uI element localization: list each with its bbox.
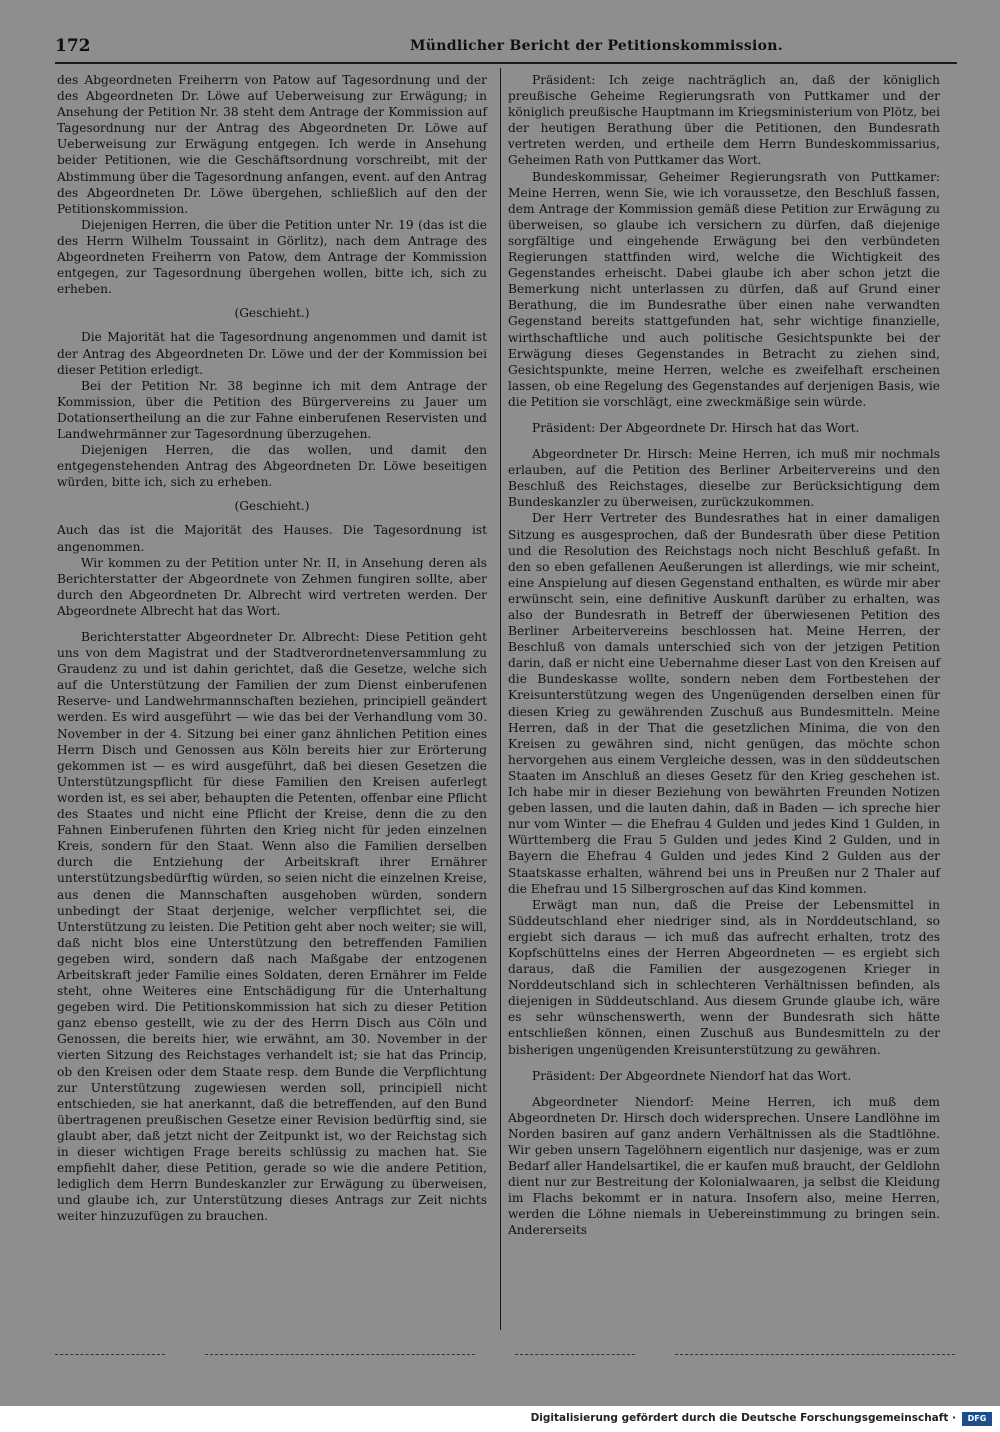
paragraph: Diejenigen Herren, die das wollen, und damit den entgegenstehenden Antrag des Abgeordneten Dr. Löwe beseitigen würden, bitte ich, sich zu erheben. <box>57 443 487 490</box>
stage-direction: (Geschieht.) <box>234 306 310 321</box>
page-number: 172 <box>55 36 91 56</box>
dfg-logo: DFG <box>962 1412 992 1426</box>
paragraph-gap <box>57 619 487 629</box>
paragraph-gap <box>508 410 940 420</box>
page-header <box>55 36 955 60</box>
paragraph: Abgeordneter Dr. Hirsch: Meine Herren, ich muß mir nochmals erlauben, auf die Petition des Berliner Arbeitervereins und den Beschluß des Reichstages, dieselbe zur Berücksichtigung dem Bundeskanzler zu überweisen, zurückzukommen. <box>508 447 940 510</box>
running-head: Mündlicher Bericht der Petitionskommission. <box>410 38 783 54</box>
paragraph: Wir kommen zu der Petition unter Nr. II, in Ansehung deren als Berichterstatter der Abgeordnete von Zehmen fungiren sollte, aber durch den Abgeordneten Dr. Albrecht wird vertreten werden. Der Abgeordnete Albrecht hat das Wort. <box>57 555 487 618</box>
paragraph: Erwägt man nun, daß die Preise der Lebensmittel in Süddeutschland eher niedriger sind, als in Norddeutschland, so ergiebt sich daraus — ich muß das aufrecht erhalten, trotz des Kopfschüttelns eines der Herren Abgeordneten — es ergiebt sich daraus, daß die Familien der ausgezogenen Krieger in Norddeutschland sich in schlechteren Verhältnissen befinden, als diejenigen in Süddeutschland. Aus diesem Grunde glaube ich, wäre es sehr wünschenswerth, wenn der Bundesrath sich hätte entschließen können, einen Zuschuß aus Bundesmitteln zu der bisherigen ungenügenden Kreisunterstützung zu gewähren. <box>508 897 940 1057</box>
paragraph-gap <box>508 1058 940 1068</box>
column-divider <box>500 68 501 1330</box>
stage-direction: (Geschieht.) <box>234 499 310 514</box>
footer-dash <box>55 1354 165 1355</box>
paragraph: Diejenigen Herren, die über die Petition unter Nr. 19 (das ist die des Herrn Wilhelm Toussaint in Görlitz), nach dem Antrage des Abgeordneten Freiherrn von Patow, dem Antrage der Kommission entgegen, zur Tagesordnung übergehen wollen, bitte ich, sich zu erheben. <box>57 217 487 297</box>
footer-dash <box>515 1354 635 1355</box>
left-column <box>57 72 487 1224</box>
paragraph-gap <box>508 436 940 446</box>
paragraph: Präsident: Der Abgeordnete Niendorf hat das Wort. <box>532 1068 852 1083</box>
paragraph: Präsident: Der Abgeordnete Dr. Hirsch hat das Wort. <box>532 420 860 435</box>
right-column <box>508 72 940 1239</box>
paragraph: Präsident: Ich zeige nachträglich an, daß der königlich preußische Geheime Regierungsrath von Puttkamer und der königlich preußische Hauptmann im Kriegsministerium von Plötz, bei der heutigen Berathung über die Petitionen, den Bundesrath vertreten werden, und ertheile dem Herrn Bundeskommissarius, Geheimen Rath von Puttkamer das Wort. <box>508 73 940 168</box>
paragraph: Berichterstatter Abgeordneter Dr. Albrecht: Diese Petition geht uns von dem Magistrat und der Stadtverordnetenversammlung zu Graudenz zu und ist dahin gerichtet, daß die Gesetze, welche sich auf die Unterstützung der Familien der zum Dienst einberufenen Reserve- und Landwehrmannschaften beziehen, principiell geändert werden. Es wird ausgeführt — wie das bei der Verhandlung vom 30. November in der 4. Sitzung bei einer ganz ähnlichen Petition eines Herrn Disch und Genossen aus Köln bereits hier zur Erörterung gekommen ist — es wird ausgeführt, daß bei diesen Gesetzen die Unterstützungspflicht für diese Familien den Kreisen auferlegt worden ist, es sei aber, behaupten die Petenten, offenbar eine Pflicht des Staates und nicht eine Pflicht der Kreise, denn die zu den Fahnen Einberufenen führten den Krieg nicht für jeden einzelnen Kreis, sondern für den Staat. Wenn also die Familien derselben durch die Entziehung der Arbeitskraft ihrer Ernährer unterstützungsbedürftig würden, so seien nicht die einzelnen Kreise, aus denen die Mannschaften ausgehoben würden, sondern unbedingt der Staat derjenige, welcher verpflichtet sei, die Unterstützung zu leisten. Die Petition geht aber noch weiter; sie will, daß nicht blos eine Unterstützung den betreffenden Familien gegeben wird, sondern daß nach Maßgabe der entzogenen Arbeitskraft jeder Familie eines Soldaten, deren Ernährer im Felde steht, ohne Weiteres eine Entschädigung für die Unterhaltung gegeben wird. Die Petitionskommission hat sich zu dieser Petition ganz ebenso gestellt, wie zu der des Herrn Disch aus Cöln und Genossen, die bereits hier, wie erwähnt, am 30. November in der vierten Sitzung des Reichstages verhandelt ist; sie hat das Princip, ob den Kreisen oder dem Staate resp. dem Bunde die Verpflichtung zur Unterstützung zugewiesen werden soll, principiell nicht entschieden, sie hat anerkannt, daß die betreffenden, auf den Bund übertragenen preußischen Gesetze einer Revision bedürftig sind, sie glaubt aber, daß jetzt nicht der Zeitpunkt ist, wo der Reichstag sich in dieser wichtigen Frage bereits schlüssig zu machen hat. Sie empfiehlt daher, diese Petition, gerade so wie die andere Petition, lediglich dem Herrn Bundeskanzler zur Erwägung zu überweisen, und glaube ich, zur Unterstützung dieses Antrags zur Zeit nichts weiter hinzuzufügen zu brauchen. <box>57 630 487 1224</box>
paragraph: Bundeskommissar, Geheimer Regierungsrath von Puttkamer: Meine Herren, wenn Sie, wie ich voraussetze, den Beschluß fassen, dem Antrage der Kommission gemäß diese Petition zur Erwägung zu überweisen, so glaube ich versichern zu dürfen, daß diejenige sorgfältige und eingehende Erwägung bei den verbündeten Regierungen stattfinden wird, welche die Wichtigkeit des Gegenstandes erheischt. Dabei glaube ich aber schon jetzt die Bemerkung nicht unterlassen zu dürfen, daß auf Grund einer Berathung, die im Bundesrathe über einen nahe verwandten Gegenstand bereits stattgefunden hat, sehr wichtige finanzielle, wirthschaftliche und auch politische Gesichtspunkte bei der Erwägung dieses Gegenstandes in Betracht zu ziehen sind, Gesichtspunkte, meine Herren, welche es zweifelhaft erscheinen lassen, ob eine Regelung des Gegenstandes auf derjenigen Basis, wie die Petition sie vorschlägt, eine zweckmäßige sein würde. <box>508 169 940 409</box>
paragraph: des Abgeordneten Freiherrn von Patow auf Tagesordnung und der des Abgeordneten Dr. Löwe auf Ueberweisung zur Erwägung; in Ansehung der Petition Nr. 38 steht dem Antrage der Kommission auf Tagesordnung nur der Antrag des Abgeordneten Dr. Löwe auf Ueberweisung zur Erwägung entgegen. Ich werde in Ansehung beider Petitionen, wie die Geschäftsordnung vorschreibt, mit der Abstimmung über die Tagesordnung anfangen, event. auf den Antrag des Abgeordneten Dr. Löwe übergehen, schließlich auf den der Petitionskommission. <box>57 73 487 216</box>
paragraph: Der Herr Vertreter des Bundesrathes hat in einer damaligen Sitzung es ausgesprochen, daß der Bundesrath über diese Petition und die Resolution des Reichstags noch nicht Beschluß gefaßt. In den so eben gefallenen Aeußerungen ist allerdings, wie mir scheint, eine Anspielung auf diesen Gegenstand enthalten, es würde mir aber erwünscht sein, eine definitive Auskunft darüber zu erhalten, was also der Bundesrath in Betreff der überwiesenen Petition des Berliner Arbeitervereins beschlossen hat. Meine Herren, der Beschluß von damals unterschied sich von der jetzigen Petition darin, daß er nicht eine Uebernahme dieser Last von den Kreisen auf die Bundeskasse wollte, sondern neben dem Fortbestehen der Kreisunterstützung wegen des Ungenügenden derselben einen für diesen Krieg zu gewährenden Zuschuß aus Bundesmitteln. Meine Herren, daß in der That die gesetzlichen Minima, die von den Kreisen zu gewähren sind, nicht genügen, das möchte schon hervorgehen aus einem Vergleiche dessen, was in den süddeutschen Staaten im Anschluß an dieses Gesetz für den Krieg geschehen ist. Ich habe mir in dieser Beziehung von bewährten Freunden Notizen geben lassen, und die lauten dahin, daß in Baden — ich spreche hier nur vom Winter — die Ehefrau 4 Gulden und jedes Kind 1 Gulden, in Württemberg die Frau 5 Gulden und jedes Kind 2 Gulden, und in Bayern die Ehefrau 4 Gulden und jedes Kind 2 Gulden aus der Staatskasse erhalten, während bei uns in Preußen nur 2 Thaler auf die Ehefrau und 15 Silbergroschen auf das Kind kommen. <box>508 511 940 896</box>
paragraph: Bei der Petition Nr. 38 beginne ich mit dem Antrage der Kommission, über die Petition des Bürgervereins zu Jauer um Dotationsertheilung an die zur Fahne einberufenen Reservisten und Landwehrmänner zur Tagesordnung überzugehen. <box>57 378 487 441</box>
footer-dash <box>205 1354 475 1355</box>
digitization-credit: Digitalisierung gefördert durch die Deutsche Forschungsgemeinschaft · <box>530 1412 956 1424</box>
header-rule <box>55 62 957 64</box>
paragraph: Auch das ist die Majorität des Hauses. Die Tagesordnung ist angenommen. <box>57 523 487 554</box>
paragraph: Abgeordneter Niendorf: Meine Herren, ich muß dem Abgeordneten Dr. Hirsch doch widersprechen. Unsere Landlöhne im Norden basiren auf ganz andern Verhältnissen als die Stadtlöhne. Wir geben unsern Tagelöhnern eigentlich nur dasjenige, was er zum Bedarf aller Handelsartikel, die er kaufen muß braucht, der Geldlohn dient nur zur Bestreitung der Kolonialwaaren, ja selbst die Kleidung im Flachs bekommt er in natura. Insofern also, meine Herren, werden die Löhne niemals in Uebereinstimmung zu bringen sein. Andererseits <box>508 1094 940 1238</box>
paragraph-gap <box>508 1084 940 1094</box>
digitization-footer <box>0 1406 1000 1432</box>
footer-rules <box>55 1350 955 1362</box>
footer-dash <box>675 1354 955 1355</box>
paragraph: Die Majorität hat die Tagesordnung angenommen und damit ist der Antrag des Abgeordneten Dr. Löwe und der der Kommission bei dieser Petition erledigt. <box>57 330 487 377</box>
